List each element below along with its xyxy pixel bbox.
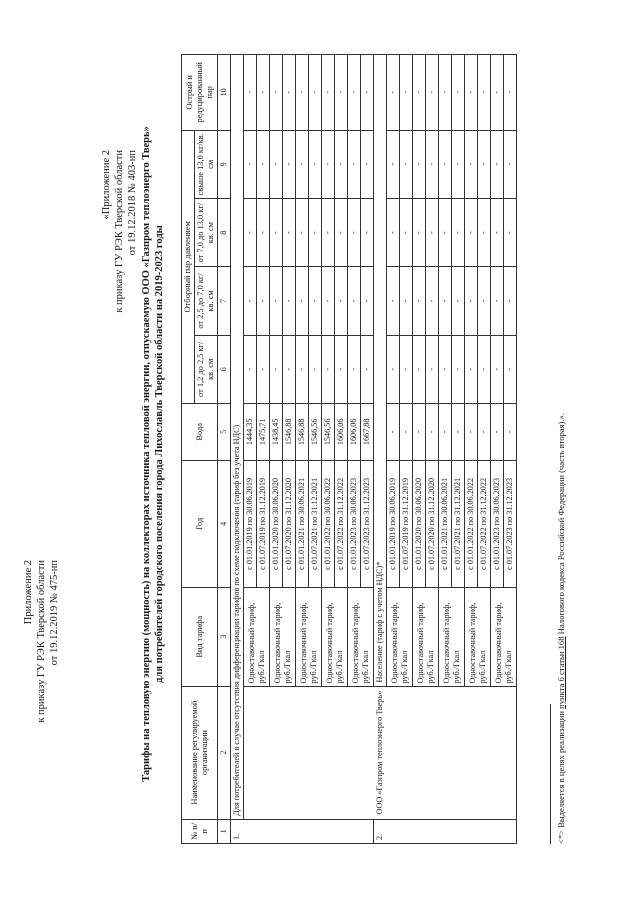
period-cell: с 01.07.2021 по 31.12.2021 [452, 460, 465, 587]
dash-cell: - [283, 55, 296, 131]
dash-cell: - [296, 55, 309, 131]
appendix-line: Приложение 2 [23, 560, 34, 625]
col-number: 10 [218, 55, 231, 131]
col-header-p4: свыше 13,0 кг/кв. см [195, 130, 218, 198]
col-number: 4 [218, 460, 231, 587]
dash-cell: - [348, 267, 361, 335]
col-header-p3: от 7,0 до 13,0 кг/кв. см [195, 198, 218, 266]
dash-cell: - [400, 198, 413, 266]
tariff-kind-cell: Одноставочный тариф, руб./Гкал [465, 588, 491, 686]
dash-cell: - [439, 198, 452, 266]
dash-cell: - [465, 198, 478, 266]
dash-cell: - [361, 130, 374, 198]
water-value: 1667,88 [361, 403, 374, 460]
dash-cell: - [296, 130, 309, 198]
dash-cell: - [296, 198, 309, 266]
dash-cell: - [452, 55, 465, 131]
col-number: 5 [218, 403, 231, 460]
row-number: 1. [231, 819, 374, 843]
water-value: 1475,71 [257, 403, 270, 460]
period-cell: с 01.01.2020 по 30.06.2020 [413, 460, 426, 587]
dash-cell: - [387, 335, 400, 403]
col-header-kind: Вид тарифа [182, 588, 218, 686]
section-row [231, 55, 244, 844]
dash-cell: - [504, 198, 517, 266]
dash-cell: - [465, 267, 478, 335]
dash-cell: - [296, 335, 309, 403]
dash-cell: - [244, 267, 257, 335]
dash-cell: - [309, 335, 322, 403]
col-number: 3 [218, 588, 231, 686]
period-cell: с 01.07.2021 по 31.12.2021 [309, 460, 322, 587]
dash-cell: - [361, 55, 374, 131]
period-cell: с 01.07.2022 по 31.12.2022 [478, 460, 491, 587]
dash-cell: - [426, 335, 439, 403]
col-header-no: № п/ п [182, 819, 218, 843]
dash-cell: - [348, 335, 361, 403]
col-header-water: Вода [182, 403, 218, 460]
period-cell: с 01.01.2022 по 30.06.2022 [322, 460, 335, 587]
water-value: 1546,56 [309, 403, 322, 460]
column-number-row [218, 55, 231, 844]
dash-cell: - [348, 198, 361, 266]
footnote-text-end: Налогового кодекса Российской Федерации (часть вторая).». [556, 412, 566, 637]
appendix-line: от 19.12.2019 № 475-нп [49, 560, 60, 666]
period-cell: с 01.01.2020 по 30.06.2020 [270, 460, 283, 587]
tariff-kind-cell: Одноставочный тариф, руб./Гкал [491, 588, 517, 686]
col-number: 6 [218, 335, 231, 403]
dash-cell: - [491, 267, 504, 335]
dash-cell: - [322, 198, 335, 266]
footnote [556, 413, 566, 844]
dash-cell: - [452, 335, 465, 403]
dash-cell: - [413, 335, 426, 403]
dash-cell: - [348, 55, 361, 131]
dash-cell: - [257, 198, 270, 266]
period-cell: с 01.01.2021 по 30.06.2021 [296, 460, 309, 587]
tariff-kind-cell: Одноставочный тариф, руб./Гкал [348, 588, 374, 686]
dash-cell: - [504, 267, 517, 335]
col-header-p2: от 2,5 до 7,0 кг/кв. см [195, 267, 218, 335]
dash-cell: - [270, 335, 283, 403]
org-name-cell: ООО «Газпром теплоэнерго Тверь» [244, 686, 517, 819]
dash-cell: - [322, 335, 335, 403]
col-number: 9 [218, 130, 231, 198]
dash-cell: - [322, 267, 335, 335]
dash-cell: - [452, 130, 465, 198]
dash-cell: - [452, 198, 465, 266]
dash-cell: - [335, 267, 348, 335]
dash-cell: - [361, 267, 374, 335]
table-row [244, 55, 257, 844]
appendix-header [22, 560, 61, 723]
period-cell: с 01.01.2019 по 30.06.2019 [387, 460, 400, 587]
col-number: 7 [218, 267, 231, 335]
dash-cell: - [439, 55, 452, 131]
dash-cell: - [335, 335, 348, 403]
dash-cell: - [465, 335, 478, 403]
dash-cell: - [400, 55, 413, 131]
water-dash: - [478, 403, 491, 460]
dash-cell: - [270, 55, 283, 131]
water-value: 1546,56 [322, 403, 335, 460]
dash-cell: - [244, 335, 257, 403]
period-cell: с 01.01.2019 по 30.06.2019 [244, 460, 257, 587]
dash-cell: - [452, 267, 465, 335]
dash-cell: - [439, 335, 452, 403]
water-dash: - [465, 403, 478, 460]
col-number: 1 [218, 819, 231, 843]
period-cell: с 01.01.2023 по 30.06.2023 [491, 460, 504, 587]
dash-cell: - [465, 55, 478, 131]
dash-cell: - [322, 130, 335, 198]
col-header-year: Год [182, 460, 218, 587]
dash-cell: - [413, 130, 426, 198]
tariff-kind-cell: Одноставочный тариф, руб./Гкал [439, 588, 465, 686]
water-value: 1606,06 [335, 403, 348, 460]
tariff-kind-cell: Одноставочный тариф, руб./Гкал [244, 588, 270, 686]
dash-cell: - [387, 198, 400, 266]
dash-cell: - [244, 130, 257, 198]
dash-cell: - [361, 335, 374, 403]
dash-cell: - [413, 267, 426, 335]
dash-cell: - [400, 267, 413, 335]
dash-cell: - [387, 55, 400, 131]
footnote-divider [550, 704, 551, 844]
dash-cell: - [478, 335, 491, 403]
col-number: 8 [218, 198, 231, 266]
dash-cell: - [491, 198, 504, 266]
dash-cell: - [426, 130, 439, 198]
tariff-kind-cell: Одноставочный тариф, руб./Гкал [296, 588, 322, 686]
water-dash: - [491, 403, 504, 460]
footnote-text: <*> Выделяется в целях реализации [556, 708, 566, 844]
water-value: 1546,88 [296, 403, 309, 460]
period-cell: с 01.07.2023 по 31.12.2023 [361, 460, 374, 587]
appendix-line: «Приложение 2 [101, 150, 112, 220]
tariff-kind-cell: Одноставочный тариф, руб./Гкал [387, 588, 413, 686]
water-dash: - [504, 403, 517, 460]
period-cell: с 01.07.2023 по 31.12.2023 [504, 460, 517, 587]
period-cell: с 01.01.2021 по 30.06.2021 [439, 460, 452, 587]
section-label: Население (тариф с учетом НДС)* [374, 55, 387, 687]
dash-cell: - [478, 130, 491, 198]
dash-cell: - [400, 335, 413, 403]
dash-cell: - [426, 55, 439, 131]
tariff-kind-cell: Одноставочный тариф, руб./Гкал [322, 588, 348, 686]
dash-cell: - [491, 335, 504, 403]
appendix-line: к приказу ГУ РЭК Тверской области [114, 150, 125, 313]
col-number: 2 [218, 686, 231, 819]
dash-cell: - [283, 267, 296, 335]
water-value: 1606,06 [348, 403, 361, 460]
dash-cell: - [335, 130, 348, 198]
dash-cell: - [244, 198, 257, 266]
appendix-line: к приказу ГУ РЭК Тверской области [36, 560, 47, 723]
tariff-kind-cell: Одноставочный тариф, руб./Гкал [270, 588, 296, 686]
dash-cell: - [283, 335, 296, 403]
dash-cell: - [335, 55, 348, 131]
dash-cell: - [283, 198, 296, 266]
dash-cell: - [426, 267, 439, 335]
dash-cell: - [439, 130, 452, 198]
page-title: Тарифы на тепловую энергию (мощность) на коллекторах источника тепловой энергии, отпускаемую ООО «Газпром теплоэнерго Тверь» [141, 126, 152, 782]
water-dash: - [426, 403, 439, 460]
dash-cell: - [478, 55, 491, 131]
water-dash: - [439, 403, 452, 460]
dash-cell: - [296, 267, 309, 335]
dash-cell: - [491, 55, 504, 131]
period-cell: с 01.01.2022 по 30.06.2022 [465, 460, 478, 587]
col-header-org: Наименование регулируемой организации [182, 686, 218, 819]
dash-cell: - [309, 55, 322, 131]
dash-cell: - [309, 267, 322, 335]
tariff-kind-cell: Одноставочный тариф, руб./Гкал [413, 588, 439, 686]
dash-cell: - [413, 55, 426, 131]
period-cell: с 01.07.2019 по 31.12.2019 [400, 460, 413, 587]
dash-cell: - [361, 198, 374, 266]
period-cell: с 01.07.2020 по 31.12.2020 [283, 460, 296, 587]
water-value: 1444,35 [244, 403, 257, 460]
appendix-old-header [100, 150, 139, 313]
col-header-p1: от 1,2 до 2,5 кг/кв. см [195, 335, 218, 403]
dash-cell: - [244, 55, 257, 131]
dash-cell: - [270, 198, 283, 266]
dash-cell: - [322, 55, 335, 131]
dash-cell: - [257, 130, 270, 198]
dash-cell: - [257, 55, 270, 131]
dash-cell: - [270, 267, 283, 335]
dash-cell: - [257, 267, 270, 335]
dash-cell: - [439, 267, 452, 335]
dash-cell: - [283, 130, 296, 198]
dash-cell: - [387, 267, 400, 335]
dash-cell: - [491, 130, 504, 198]
tariff-table [181, 54, 517, 844]
water-value: 1438,45 [270, 403, 283, 460]
dash-cell: - [270, 130, 283, 198]
water-dash: - [452, 403, 465, 460]
table-body [231, 55, 517, 844]
dash-cell: - [465, 130, 478, 198]
water-value: 1546,88 [283, 403, 296, 460]
section-label: Для потребителей в случае отсутствия дифференциации тарифов по схеме подключения (тариф без учета НДС) [231, 55, 244, 820]
dash-cell: - [504, 130, 517, 198]
dash-cell: - [348, 130, 361, 198]
dash-cell: - [504, 55, 517, 131]
dash-cell: - [387, 130, 400, 198]
dash-cell: - [478, 198, 491, 266]
page-subtitle: для потребителей городского поселения города Лихославль Тверской области на 2019-2023 годы [154, 225, 165, 683]
col-header-steam-group: Отборный пар давлением [182, 130, 195, 403]
water-dash: - [387, 403, 400, 460]
period-cell: с 01.07.2019 по 31.12.2019 [257, 460, 270, 587]
dash-cell: - [309, 130, 322, 198]
dash-cell: - [426, 198, 439, 266]
dash-cell: - [504, 335, 517, 403]
water-dash: - [413, 403, 426, 460]
dash-cell: - [413, 198, 426, 266]
dash-cell: - [478, 267, 491, 335]
dash-cell: - [309, 198, 322, 266]
dash-cell: - [400, 130, 413, 198]
period-cell: с 01.07.2020 по 31.12.2020 [426, 460, 439, 587]
dash-cell: - [335, 198, 348, 266]
dash-cell: - [257, 335, 270, 403]
col-header-sharp: Острый и редуцированный пар [182, 55, 218, 131]
row-number: 2. [374, 819, 517, 843]
period-cell: с 01.01.2023 по 30.06.2023 [348, 460, 361, 587]
footnote-link[interactable]: пункта 6 статьи 168 [556, 636, 566, 709]
appendix-line: от 19.12.2018 № 403-нп [127, 150, 138, 256]
period-cell: с 01.07.2022 по 31.12.2022 [335, 460, 348, 587]
water-dash: - [400, 403, 413, 460]
